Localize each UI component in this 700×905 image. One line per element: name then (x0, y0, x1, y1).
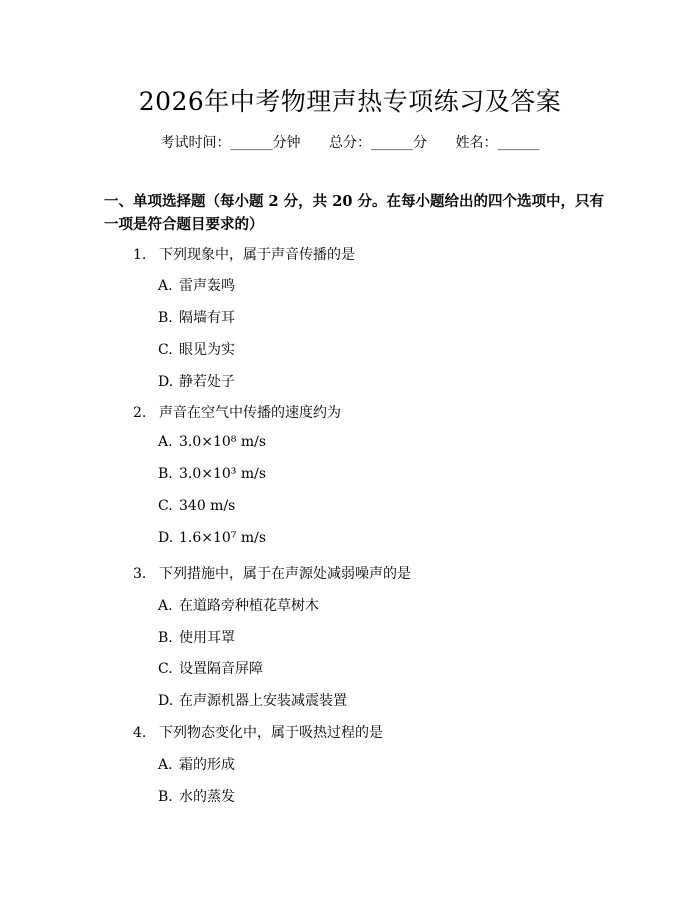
question-number: 3. (133, 566, 147, 582)
question-number: 4. (133, 725, 147, 741)
option-label: A. (158, 757, 173, 773)
option-label: A. (158, 434, 173, 450)
option (158, 786, 235, 806)
option (158, 754, 235, 774)
option (158, 530, 266, 546)
option-text: 眼见为实 (179, 342, 235, 358)
question-3 (133, 563, 411, 583)
option-text: 霜的形成 (179, 757, 235, 773)
option-label: D. (158, 693, 174, 709)
question-1 (133, 244, 355, 264)
question-text: 下列现象中，属于声音传播的是 (159, 247, 355, 263)
option (158, 339, 235, 359)
option-text: 3.0×10³ m/s (179, 466, 267, 482)
option-label: D. (158, 374, 174, 390)
option-label: A. (158, 598, 173, 614)
option-text: 在声源机器上安装减震装置 (179, 693, 347, 709)
question-number: 2. (133, 405, 147, 421)
student-name-field: 姓名：______ (455, 135, 540, 151)
option-label: C. (158, 661, 173, 677)
option (158, 275, 235, 295)
question-number: 1. (133, 247, 147, 263)
option-text: 隔墙有耳 (179, 310, 235, 326)
option-label: C. (158, 342, 173, 358)
option-label: D. (158, 530, 174, 546)
exam-time-field: 考试时间：______分钟 (160, 135, 301, 151)
option (158, 690, 347, 710)
question-text: 下列物态变化中，属于吸热过程的是 (159, 725, 383, 741)
option-text: 设置隔音屏障 (179, 661, 263, 677)
option-text: 在道路旁种植花草树木 (179, 598, 319, 614)
question-4 (133, 722, 383, 742)
option-label: B. (158, 630, 173, 646)
option-text: 使用耳罩 (179, 630, 235, 646)
option (158, 307, 235, 327)
option (158, 466, 266, 482)
total-score-field: 总分：______分 (329, 135, 427, 151)
option-text: 340 m/s (179, 498, 236, 514)
option-text: 3.0×10⁸ m/s (179, 434, 267, 450)
question-2 (133, 402, 341, 422)
option-text: 1.6×10⁷ m/s (179, 530, 267, 546)
option-text: 水的蒸发 (179, 789, 235, 805)
option-label: B. (158, 310, 173, 326)
option (158, 627, 235, 647)
option-text: 静若处子 (179, 374, 235, 390)
page-title: 2026年中考物理声热专项练习及答案 (138, 87, 562, 116)
option-label: B. (158, 789, 173, 805)
option-label: A. (158, 278, 173, 294)
question-text: 声音在空气中传播的速度约为 (159, 405, 341, 421)
option (158, 658, 263, 678)
section-heading: 一、单项选择题（每小题 2 分，共 20 分。在每小题给出的四个选项中，只有一项是符合题目要求的） (104, 193, 604, 233)
option (158, 498, 235, 514)
option (158, 371, 235, 391)
exam-meta (0, 132, 700, 152)
option (158, 595, 319, 615)
option-text: 雷声轰鸣 (179, 278, 235, 294)
question-text: 下列措施中，属于在声源处减弱噪声的是 (159, 566, 411, 582)
option (158, 434, 266, 450)
option-label: B. (158, 466, 173, 482)
option-label: C. (158, 498, 173, 514)
